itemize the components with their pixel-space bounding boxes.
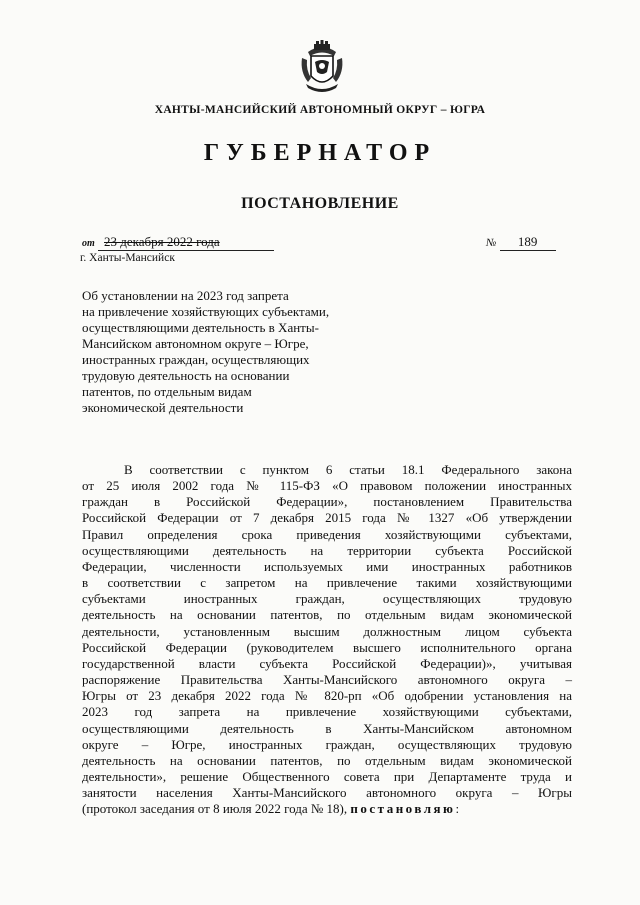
- region-name: ХАНТЫ-МАНСИЙСКИЙ АВТОНОМНЫЙ ОКРУГ – ЮГРА: [154, 104, 486, 116]
- city: г. Ханты-Мансийск: [80, 252, 175, 264]
- body-line: Правил определения срока приведения хозяйствующими субъектами,: [82, 526, 572, 542]
- body-line: деятельность на основании патентов, по отдельным видам экономической: [82, 752, 572, 768]
- subject-line: экономической деятельности: [82, 400, 244, 415]
- number-value: 189: [500, 234, 556, 251]
- date-prefix: от: [82, 238, 95, 249]
- decree-subject: [82, 288, 392, 416]
- body-line: деятельности, установленным высшим должностным лицом субъекта: [82, 623, 572, 639]
- preamble-paragraph: [82, 462, 572, 817]
- body-final-text: (протокол заседания от 8 июля 2022 года № 18),: [82, 801, 351, 817]
- subject-line: Об установлении на 2023 год запрета: [82, 288, 289, 303]
- body-line: осуществляющими деятельность на территории субъекта Российской: [82, 542, 572, 558]
- subject-line: осуществляющими деятельность в Ханты-: [82, 320, 319, 335]
- coat-of-arms-emblem: [298, 38, 346, 96]
- body-line: Российской Федерации (руководителем высшего исполнительного органа: [82, 639, 572, 655]
- body-final-end: :: [455, 801, 460, 817]
- body-line: Югры от 23 декабря 2022 года № 820-рп «Об одобрении установления на: [82, 688, 572, 704]
- subject-line: на привлечение хозяйствующих субъектами,: [82, 304, 330, 319]
- decree-word: постановляю: [350, 801, 456, 817]
- body-line: субъектами иностранных граждан, осуществляющих трудовую: [82, 591, 572, 607]
- body-line: В соответствии с пунктом 6 статьи 18.1 Федерального закона: [124, 462, 572, 477]
- body-line: государственной власти субъекта Российской Федерации)», учитывая: [82, 655, 572, 671]
- document-type: ПОСТАНОВЛЕНИЕ: [241, 195, 399, 212]
- body-line: осуществляющими деятельность в Ханты-Мансийском автономном: [82, 720, 572, 736]
- body-line: деятельность на основании патентов, по отдельным видам экономической: [82, 607, 572, 623]
- body-line: от 25 июля 2002 года № 115-ФЗ «О правовом положении иностранных: [82, 478, 572, 494]
- subject-line: патентов, по отдельным видам: [82, 384, 252, 399]
- body-final-line: [82, 801, 572, 817]
- body-line: 2023 год запрета на привлечение хозяйствующими субъектами,: [82, 704, 572, 720]
- number-prefix: №: [486, 237, 497, 249]
- decree-number: [486, 234, 556, 251]
- subject-line: иностранных граждан, осуществляющих: [82, 352, 310, 367]
- body-line: в соответствии с запретом на привлечение такими хозяйствующими: [82, 575, 572, 591]
- body-line: округе – Югре, иностранных граждан, осуществляющих трудовую: [82, 736, 572, 752]
- date-value: 23 декабря 2022 года: [98, 234, 274, 251]
- body-line: занятости населения Ханты-Мансийского автономного округа – Югры: [82, 785, 572, 801]
- subject-line: Мансийском автономном округе – Югре,: [82, 336, 309, 351]
- decree-date: [82, 234, 274, 251]
- body-line: распоряжение Правительства Ханты-Мансийского автономного округа –: [82, 672, 572, 688]
- body-line: граждан в Российской Федерации», постановлением Правительства: [82, 494, 572, 510]
- governor-title: ГУБЕРНАТОР: [203, 140, 437, 166]
- subject-line: трудовую деятельность на основании: [82, 368, 290, 383]
- body-line: Федерации, численности используемых ими иностранных работников: [82, 558, 572, 574]
- body-line: Российской Федерации от 7 декабря 2015 года № 1327 «Об утверждении: [82, 510, 572, 526]
- body-line: деятельности», решение Общественного совета при Департаменте труда и: [82, 768, 572, 784]
